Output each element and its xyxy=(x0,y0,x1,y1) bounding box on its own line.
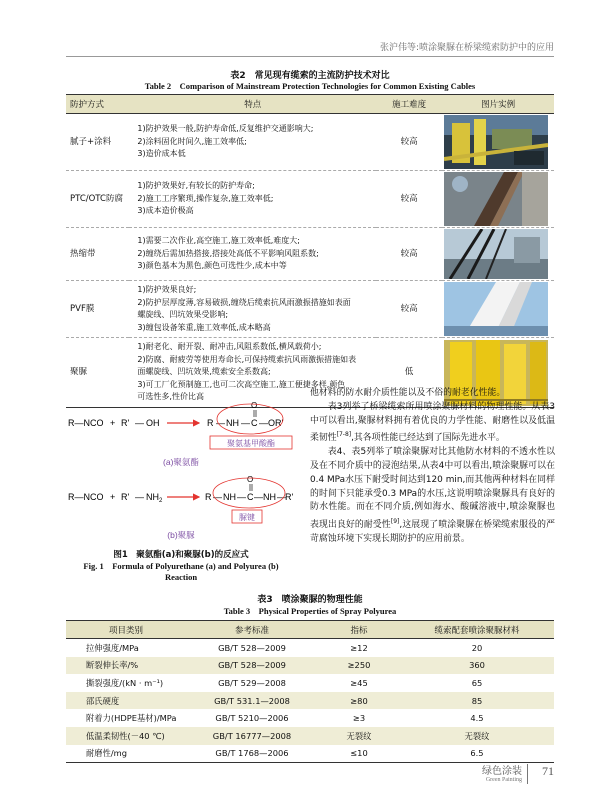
feature-line: 2)涂料固化时间久,施工效率低; xyxy=(137,136,247,146)
eq-b-product-r: R xyxy=(205,492,212,502)
table-cell: 85 xyxy=(400,692,554,710)
table-cell: 低温柔韧性(－40 ℃) xyxy=(66,727,186,745)
table2-header-difficulty: 施工难度 xyxy=(376,95,442,114)
svg-text:NH2 xyxy=(146,492,163,504)
figure1-caption-en-line2: Reaction xyxy=(164,572,198,582)
svg-text:—: — xyxy=(135,418,144,428)
eq-a-product-c: C xyxy=(251,418,258,428)
table-row xyxy=(66,657,554,675)
table-cell: 65 xyxy=(471,677,483,688)
table-cell: 拉伸强度/MPa xyxy=(86,642,139,653)
method-cell: 腻子+涂料 xyxy=(70,136,112,147)
paragraph-3 xyxy=(310,446,555,547)
table-cell: ≥3 xyxy=(352,713,366,724)
eq-a-product-nh: NH xyxy=(226,418,239,428)
photo-putty-coating xyxy=(442,114,554,171)
feature-line: 2)防腐、耐疲劳等使用寿命长,可保持缆索抗风雨激振措施如表 xyxy=(137,354,357,364)
table3-caption-en: Table 3 Physical Properties of Spray Polyurea xyxy=(223,606,397,616)
method-cell: PTC/OTC防腐 xyxy=(70,193,123,204)
eq-a-r1: R xyxy=(68,418,75,428)
svg-text:—: — xyxy=(213,492,222,502)
table-row xyxy=(66,281,554,338)
table3-header-index: 指标 xyxy=(318,621,400,639)
features-cell xyxy=(129,228,376,281)
features-cell xyxy=(129,171,376,228)
paragraph-3-text: 表4、表5列举了喷涂聚脲对比其他防水材料的不透水性以及在不同介质中的浸泡结果,从表4中可以看出,喷涂聚脲可以在0.4 MPa水压下耐受时间达到120 min,而其他两种材料在同样的时间下只能承受0.3 MPa的水压,这说明喷涂聚脲具有良好的防水性能。而在不同介质,例如海水、酸碱溶液中,喷涂聚脲也表现出良好的耐受性 xyxy=(310,447,555,531)
paragraph-2 xyxy=(310,401,555,446)
features-cell xyxy=(129,281,376,338)
table-cell: 断裂伸长率/% xyxy=(66,657,186,675)
paragraph-1: 他材料的防水耐介质性能以及不俗的耐老化性能。 xyxy=(310,388,506,398)
eq-a-oh: OH xyxy=(146,418,160,428)
table-row xyxy=(66,692,554,710)
table-row xyxy=(66,709,554,727)
svg-text:R—NCO: R—NCO xyxy=(68,492,104,502)
eq-b-nh2: NH xyxy=(146,492,159,502)
table-cell: ≥250 xyxy=(318,657,400,675)
table-cell: GB/T 528—2009 xyxy=(186,657,318,675)
table-row xyxy=(66,639,554,657)
table-cell: 20 xyxy=(471,642,483,653)
method-cell: 聚脲 xyxy=(70,367,88,378)
label-a: (a)聚氨酯 xyxy=(163,457,199,467)
photo-ptc-otc xyxy=(442,171,554,228)
eq-a-r2: R' xyxy=(121,418,130,428)
figure1-caption-en xyxy=(66,561,296,583)
journal-name-cn: 绿色涂装 xyxy=(482,766,522,777)
table3-header-standard: 参考标准 xyxy=(186,621,318,639)
table-cell: GB/T 531.1—2008 xyxy=(186,692,318,710)
eq-a-nco: NCO xyxy=(83,418,104,428)
table3-caption-cn: 表3 喷涂聚脲的物理性能 xyxy=(257,595,363,605)
eq-a-product-or: OR' xyxy=(268,418,284,428)
feature-line: 1)耐老化、耐开裂、耐冲击,风阻系数低,横风载荷小; xyxy=(137,342,322,352)
table2-caption-en: Table 2 Comparison of Mainstream Protection Technologies for Common Existing Cables xyxy=(144,81,476,91)
figure1-reaction-diagram xyxy=(66,398,296,544)
svg-text:—: — xyxy=(135,492,144,502)
figure1-caption-en-line1: Fig. 1 Formula of Polyurethane (a) and Polyurea (b) xyxy=(83,561,279,571)
page-number: 71 xyxy=(542,764,554,778)
eq-b-product-r2: R' xyxy=(285,492,294,502)
citation-ref: [9] xyxy=(390,518,400,526)
table-cell: GB/T 528—2009 xyxy=(218,642,286,653)
running-head: 张沪伟等:喷涂聚脲在桥梁缆索防护中的应用 xyxy=(379,43,554,53)
features-cell xyxy=(129,114,376,171)
table-cell: 邵氏硬度 xyxy=(66,692,186,710)
feature-line: 3)颜色基本为黑色,颜色可选性少,成本中等 xyxy=(137,261,287,271)
svg-text:—: — xyxy=(216,418,225,428)
feature-line: 3)成本造价极高 xyxy=(137,206,194,216)
table-cell: 撕裂强度/(kN · m⁻¹) xyxy=(86,677,164,688)
table-cell: GB/T 529—2008 xyxy=(218,677,286,688)
table-cell: ≥80 xyxy=(318,692,400,710)
table-cell: ≥45 xyxy=(350,677,368,688)
equation-a xyxy=(68,401,292,467)
table-cell: GB/T 1768—2006 xyxy=(215,748,289,759)
journal-name xyxy=(482,762,522,783)
equation-b xyxy=(68,475,293,540)
body-text xyxy=(310,387,555,547)
feature-line: 3)缠包设备笨重,施工效率低,成本略高 xyxy=(137,322,271,332)
eq-b-product-c: C xyxy=(247,492,254,502)
feature-line: 1)防护效果一般,防护寿命低,反复维护交通影响大; xyxy=(137,124,314,134)
table-cell: 耐磨性/mg xyxy=(86,748,128,759)
table-row xyxy=(66,745,554,763)
paragraph-3-text-end: ,这展现了喷涂聚脲在桥梁缆索服役的严苛腐蚀环境下实现长期防护的应用前景。 xyxy=(310,520,555,544)
header-rule xyxy=(66,56,554,57)
journal-name-en: Green Painting xyxy=(485,777,522,783)
difficulty-cell: 较高 xyxy=(400,248,418,259)
citation-ref: [7-8] xyxy=(336,431,352,439)
table2-caption-cn: 表2 常见现有缆索的主流防护技术对比 xyxy=(230,71,390,81)
eq-a-label-text: 聚氨基甲酸酯 xyxy=(227,439,275,448)
feature-line: 螺旋线、凹坑效果受影响; xyxy=(137,310,229,319)
photo-pvf-film xyxy=(442,281,554,338)
eq-a-plus: + xyxy=(110,418,116,428)
table2-header-image: 图片实例 xyxy=(442,95,554,114)
table-cell: 4.5 xyxy=(470,713,484,724)
table-cell: 6.5 xyxy=(470,748,484,759)
table2-header-method: 防护方式 xyxy=(66,95,129,114)
table-row xyxy=(66,727,554,745)
table-cell: 无裂纹 xyxy=(400,727,554,745)
table-row xyxy=(66,674,554,692)
table-cell: 360 xyxy=(400,657,554,675)
feature-line: 2)施工工序繁琐,操作复杂,施工效率低; xyxy=(137,193,274,203)
table-cell: GB/T 5210—2006 xyxy=(215,713,289,724)
eq-b-nco: NCO xyxy=(83,492,104,502)
table-row xyxy=(66,171,554,228)
feature-line: 1)需要二次作业,高空施工,施工效率低,难度大; xyxy=(137,236,300,246)
photo-heat-shrink xyxy=(442,228,554,281)
table2-header-features: 特点 xyxy=(129,95,376,114)
eq-b-r2: R' xyxy=(121,492,130,502)
table3-header-material: 缆索配套喷涂聚脲材料 xyxy=(400,621,554,639)
feature-line: 面螺旋线、凹坑效果,缆索安全系数高; xyxy=(137,367,271,377)
eq-b-subscript: 2 xyxy=(159,498,163,504)
difficulty-cell: 较高 xyxy=(400,193,418,204)
method-cell: PVF膜 xyxy=(70,303,95,314)
feature-line: 3)造价成本低 xyxy=(137,149,186,159)
svg-text:—: — xyxy=(254,492,263,502)
svg-text:—: — xyxy=(277,492,286,502)
table2 xyxy=(66,94,554,408)
table-row xyxy=(66,114,554,171)
eq-b-plus: + xyxy=(110,492,116,502)
difficulty-cell: 较高 xyxy=(400,303,418,314)
eq-b-r1: R xyxy=(68,492,75,502)
figure1-caption-cn: 图1 聚氨酯(a)和聚脲(b)的反应式 xyxy=(113,550,249,560)
table-cell: ≥12 xyxy=(350,642,368,653)
feature-line: 2)缠绕后需加热搭接,搭接处高低不平影响风阻系数; xyxy=(137,248,319,258)
table3 xyxy=(66,620,554,763)
feature-line: 可选性多,性价比高 xyxy=(137,392,204,402)
paragraph-2-text-end: ,其各项性能已经达到了国际先进水平。 xyxy=(351,433,505,444)
eq-b-carbonyl-o: O xyxy=(247,475,254,484)
feature-line: 1)防护效果良好; xyxy=(137,285,197,294)
table3-header-item: 项目类别 xyxy=(66,621,186,639)
footer-divider xyxy=(527,764,528,784)
label-b: (b)聚脲 xyxy=(167,530,195,540)
svg-text:—: — xyxy=(237,492,246,502)
paragraph-2-text: 表3列举了桥梁缆索所用喷涂聚脲材料的物理性能。从表3中可以看出,聚脲材料拥有着优良的力学性能、耐磨性以及低温柔韧性 xyxy=(310,401,555,444)
table-row xyxy=(66,228,554,281)
table-cell: 无裂纹 xyxy=(318,727,400,745)
eq-b-label-text: 脲键 xyxy=(239,513,255,522)
svg-text:—: — xyxy=(259,418,268,428)
feature-line: 3)可工厂化预制施工,也可二次高空施工,施工便捷多样,颜色 xyxy=(137,379,346,389)
table-cell: 附着力(HDPE基材)/MPa xyxy=(86,713,177,724)
method-cell: 热缩带 xyxy=(70,248,96,259)
svg-text:R—NCO: R—NCO xyxy=(68,418,104,428)
table-cell: ≤10 xyxy=(350,748,368,759)
eq-b-product-nh1: NH xyxy=(223,492,236,502)
svg-text:—: — xyxy=(241,418,250,428)
difficulty-cell: 低 xyxy=(404,367,414,378)
eq-a-carbonyl-o: O xyxy=(251,401,258,410)
eq-a-product-r: R xyxy=(207,418,214,428)
table-cell: GB/T 16777—2008 xyxy=(186,727,318,745)
difficulty-cell: 较高 xyxy=(400,136,418,147)
eq-b-product-nh2: NH xyxy=(263,492,276,502)
feature-line: 1)防护效果好,有较长的防护寿命; xyxy=(137,181,255,191)
feature-line: 2)防护层厚度薄,容易破损,缠绕后缆索抗风雨激振措施如表面 xyxy=(137,297,351,307)
